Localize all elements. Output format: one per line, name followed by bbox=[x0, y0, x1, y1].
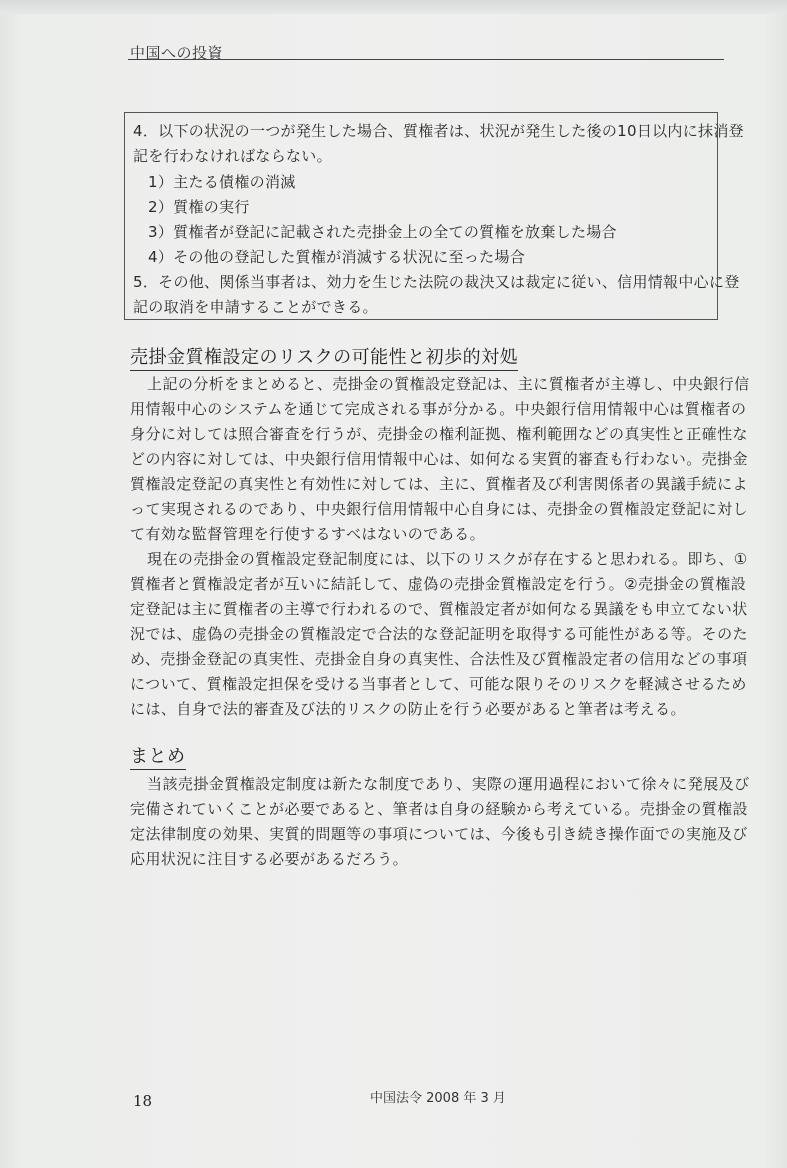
box-line: 記の取消を申請することができる。 bbox=[133, 298, 378, 316]
paragraph-line: 現在の売掛金の質権設定登記制度には、以下のリスクが存在すると思われる。即ち、① bbox=[147, 550, 748, 568]
paragraph-line: 完備されていくことが必要であると、筆者は自身の経験から考えている。売掛金の質権設 bbox=[130, 800, 749, 818]
registration-cancellation-box bbox=[124, 112, 744, 320]
running-header-title: 中国への投資 bbox=[130, 44, 224, 62]
paragraph-line: 身分に対しては照合審査を行うが、売掛金の権利証拠、権利範囲などの真実性と正確性な bbox=[130, 425, 749, 443]
header-rule bbox=[128, 59, 724, 60]
section-heading-summary: まとめ bbox=[130, 742, 186, 770]
paragraph-line: 定登記は主に質権者の主導で行われるので、質権設定者が如何なる異議をも申立てない状 bbox=[130, 600, 748, 618]
paragraph-line: には、自身で法的審査及び法的リスクの防止を行う必要があると筆者は考える。 bbox=[130, 700, 686, 718]
paragraph-line: 定法律制度の効果、実質的問題等の事項については、今後も引き続き操作面での実施及び bbox=[130, 825, 748, 843]
publication-footer: 中国法令 2008 年 3 月 bbox=[370, 1091, 506, 1106]
paragraph-line: め、売掛金登記の真実性、売掛金自身の真実性、合法性及び質権設定者の信用などの事項 bbox=[130, 650, 748, 668]
paragraph-line: 質権者と質権設定者が互いに結託して、虚偽の売掛金質権設定を行う。②売掛金の質権設 bbox=[130, 575, 747, 593]
box-line: 4．以下の状況の一つが発生した場合、質権者は、状況が発生した後の10日以内に抹消登 bbox=[133, 122, 744, 140]
paragraph-line: 質権設定登記の真実性と有効性に対しては、主に、質権者及び利害関係者の異議手続によ bbox=[130, 475, 749, 493]
paragraph-line: て有効な監督管理を行使するすべはないのである。 bbox=[130, 525, 486, 543]
box-line: 5．その他、関係当事者は、効力を生じた法院の裁決又は裁定に従い、信用情報中心に登 bbox=[133, 273, 740, 291]
paragraph-line: について、質権設定担保を受ける当事者として、可能な限りそのリスクを軽減させるため bbox=[130, 675, 747, 693]
box-list-item: 3）質権者が登記に記載された売掛金上の全ての質権を放棄した場合 bbox=[148, 223, 617, 241]
paragraph-line: どの内容に対しては、中央銀行信用情報中心は、如何なる実質的審査も行わない。売掛金 bbox=[130, 450, 749, 468]
paragraph-line: 当該売掛金質権設定制度は新たな制度であり、実際の運用過程において徐々に発展及び bbox=[147, 775, 750, 793]
paragraph-line: 況では、虚偽の売掛金の質権設定で合法的な登記証明を取得する可能性がある等。そのた bbox=[130, 625, 749, 643]
paragraph-line: 上記の分析をまとめると、売掛金の質権設定登記は、主に質権者が主導し、中央銀行信 bbox=[147, 375, 750, 393]
section-heading-risk: 売掛金質権設定のリスクの可能性と初歩的対処 bbox=[130, 343, 518, 371]
paragraph-line: って実現されるのであり、中央銀行信用情報中心自身には、売掛金の質権設定登記に対し bbox=[130, 500, 749, 518]
box-list-item: 4）その他の登記した質権が消滅する状況に至った場合 bbox=[148, 248, 526, 266]
page-number: 18 bbox=[133, 1092, 153, 1110]
paragraph-line: 用情報中心のシステムを通じて完成される事が分かる。中央銀行信用情報中心は質権者の bbox=[130, 400, 747, 418]
box-list-item: 1）主たる債権の消滅 bbox=[148, 173, 296, 191]
box-line: 記を行わなければならない。 bbox=[133, 147, 332, 165]
box-list-item: 2）質権の実行 bbox=[148, 198, 250, 216]
paragraph-line: 応用状況に注目する必要があるだろう。 bbox=[130, 850, 409, 868]
page-top-edge bbox=[0, 0, 787, 14]
